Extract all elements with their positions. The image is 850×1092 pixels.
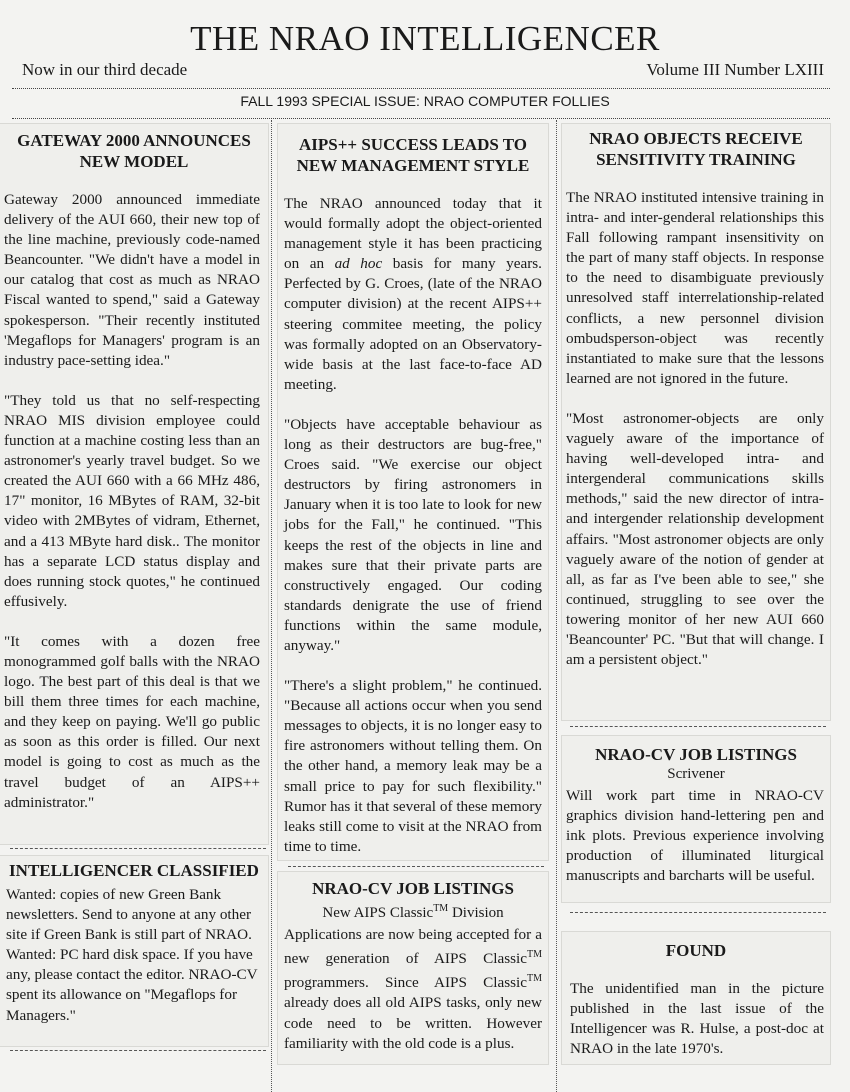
paragraph: "It comes with a dozen free monogrammed golf balls with the NRAO logo. The best part of this deal is that we bill them three times for each machine, and they keep on paying. We'll go public as soon as this order is filled. Our next model is going to cost as much as the travel budget of an AIPS++ administrator." [4, 632, 260, 811]
classified-section [0, 856, 268, 1046]
section-divider [570, 726, 826, 727]
article-headline: NRAO OBJECTS RECEIVE SENSITIVITY TRAINING [589, 129, 803, 169]
article-aips [278, 124, 548, 860]
jobs-subheading: New AIPS Classic™ Division [322, 903, 504, 921]
jobs-headline: NRAO-CV JOB LISTINGS [312, 879, 514, 898]
jobs-subheading: Scrivener [667, 766, 725, 782]
article-body [0, 190, 268, 813]
jobs-body [562, 786, 830, 886]
special-issue-banner: FALL 1993 SPECIAL ISSUE: NRAO COMPUTER FOLLIES [240, 93, 610, 109]
column-divider-1 [271, 120, 272, 1092]
masthead-rule-top [12, 88, 830, 89]
tagline: Now in our third decade [22, 60, 188, 79]
paragraph: "There's a slight problem," he continued. "Because all actions occur when you send messages to objects, it is no longer easy to fire astronomers without telling them. On the other hand, a memory leak may be a small price to pay for such flexibility." Rumor has it that several of these memory leaks still come to visit at the NRAO from time to time. [284, 677, 542, 855]
section-divider [288, 866, 544, 867]
classified-headline: INTELLIGENCER CLASSIFIED [9, 861, 259, 880]
article-body [562, 188, 830, 670]
paragraph: The unidentified man in the picture published in the last issue of the Intelligencer was R. Hulse, a post-doc at NRAO in the late 1970's. [570, 980, 824, 1058]
volume-number: Volume III Number LXIII [646, 60, 824, 79]
job-listings-scrivener [562, 736, 830, 902]
classified-item: Wanted: PC hard disk space. If you have any, please contact the editor. NRAO-CV spent its allowance on "Megaflops for Managers." [6, 946, 258, 1024]
found-body [562, 979, 830, 1059]
paragraph: "They told us that no self-respecting NRAO MIS division employee could function at a machine costing less than an astronomer's yearly travel budget. So we created the AUI 660 with a 66 MHz 486, 17" monitor, 16 MBytes of RAM, 32-bit video with 2MBytes of vidram, Ethernet, and a 413 MByte hard disk.. The monitor has a separate LCD status display and does running stock quotes," he continued effusively. [4, 391, 260, 610]
found-section [562, 932, 830, 1064]
newsletter-title: THE NRAO INTELLIGENCER [190, 19, 660, 58]
jobs-headline: NRAO-CV JOB LISTINGS [595, 745, 797, 764]
article-headline: AIPS++ SUCCESS LEADS TO NEW MANAGEMENT STYLE [296, 135, 530, 175]
jobs-body [278, 925, 548, 1054]
classified-body [0, 885, 268, 1026]
section-divider [570, 912, 826, 913]
column-divider-2 [556, 120, 557, 1092]
paragraph: "Objects have acceptable behaviour as long as their destructors are bug-free," Croes said. "We exercise our object destructors by firing astronomers in January when it is too late to look for new jobs for the Fall," he continued. "This keeps the rest of the objects in line and makes sure that their private parts are constructively engaged. Our coding standards denigrate the use of friend functions within the same module, anyway." [284, 415, 542, 654]
article-body [278, 194, 548, 857]
job-listings-aips [278, 872, 548, 1064]
found-headline: FOUND [665, 941, 727, 960]
paragraph: The NRAO instituted intensive training in intra- and inter-genderal relationships this Fall following rampant insensitivity on the part of many staff objects. In response to the need to disambiguate previously unresolved staff interrelationship-related conflicts, a new personnel division ombudsperson-object was recently instantiated to make sure that the lessons learned are not ignored in the future. [566, 189, 824, 387]
paragraph: The NRAO announced today that it would formally adopt the object-oriented management style it has been practicing on an ad hoc basis for many years. Perfected by G. Croes, (late of the NRAO computer division) at the recent AIPS++ steering commitee meeting, the policy was formally adopted on an Observatory-wide basis at the last face-to-face AD meeting. [284, 195, 542, 393]
paragraph: Applications are now being accepted for a new generation of AIPS Classic™ programmers. Since AIPS Classic™ already does all old AIPS tasks, only new code need to be written. However familiarity with the old code is a plus. [284, 926, 542, 1052]
paragraph: Gateway 2000 announced immediate delivery of the AUI 660, their new top of the line machine, previously code-named Beancounter. "We didn't have a model in our catalog that cost as much as NRAO Fiscal wanted to spend," said a Gateway spokesperson. "Their recently instituted 'Megaflops for Managers' program is an industry pace-setting idea." [4, 191, 260, 369]
article-sensitivity [562, 124, 830, 720]
article-headline: GATEWAY 2000 ANNOUNCES NEW MODEL [17, 131, 251, 171]
section-divider [10, 848, 266, 849]
paragraph: "Most astronomer-objects are only vaguely aware of the importance of having well-developed intra- and intergenderal communications skills methods," said the new director of intra- and intergender relationship development affairs. "Most astronomer objects are only vaguely aware of the notion of gender at all, as far as I've been able to see," she continued, struggling to see over the towering monitor of her new AUI 660 'Beancounter' PC. "But that will change. I am a persistent object." [566, 409, 824, 669]
classified-item: Wanted: copies of new Green Bank newsletters. Send to anyone at any other site if Green Bank is still part of NRAO. [6, 886, 252, 944]
masthead-rule-bottom [12, 118, 830, 119]
section-divider [10, 1050, 266, 1051]
article-gateway [0, 124, 268, 844]
paragraph: Will work part time in NRAO-CV graphics division hand-lettering pen and ink plots. Previous experience involving production of illuminated liturgical manuscripts and barcharts will be useful. [566, 787, 824, 885]
